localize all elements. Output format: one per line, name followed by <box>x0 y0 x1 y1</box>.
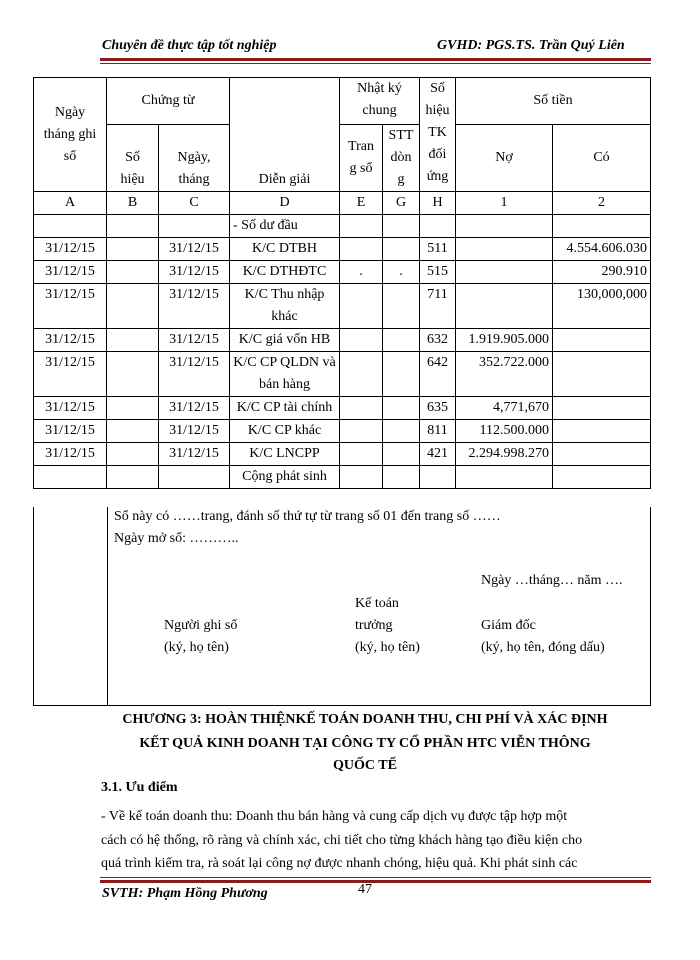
table-cell-no <box>456 238 553 261</box>
table-cell-ngay <box>159 215 230 238</box>
table-cell-date <box>34 466 107 489</box>
table-cell-so <box>107 397 159 420</box>
chapter-title-line-3: QUỐC TẾ <box>333 758 397 773</box>
table-cell-so <box>107 284 159 329</box>
table-row <box>34 238 651 261</box>
table-cell-ngay: 31/12/15 <box>159 261 230 284</box>
table-cell-so <box>107 238 159 261</box>
open-date-line: Ngày mở sổ: ……….. <box>114 531 239 546</box>
table-cell-stt <box>383 329 420 352</box>
running-header-right: GVHD: PGS.TS. Trần Quý Liên <box>437 38 625 53</box>
table-cell-date: 31/12/15 <box>34 261 107 284</box>
table-cell-date <box>34 215 107 238</box>
table-cell-trang <box>340 329 383 352</box>
table-cell-desc: K/C LNCPP <box>230 443 340 466</box>
table-cell-ngay: 31/12/15 <box>159 329 230 352</box>
header-ngay-ghi-so: Ngày tháng ghi sổ <box>34 78 107 192</box>
table-cell-co <box>553 397 651 420</box>
table-cell-stt <box>383 443 420 466</box>
table-cell-so <box>107 329 159 352</box>
table-cell-ngay: 31/12/15 <box>159 238 230 261</box>
table-cell-no: 112.500.000 <box>456 420 553 443</box>
header-co: Có <box>553 125 651 192</box>
letter-cell: 2 <box>553 192 651 215</box>
table-cell-stt <box>383 397 420 420</box>
header-rule-thin <box>100 63 651 64</box>
table-cell-tk: 632 <box>420 329 456 352</box>
table-cell-desc: Cộng phát sinh <box>230 466 340 489</box>
letters-row <box>34 192 651 215</box>
chief-accountant-title-1: Kế toán <box>355 596 399 611</box>
table-cell-trang <box>340 466 383 489</box>
table-cell-stt <box>383 466 420 489</box>
table-cell-date: 31/12/15 <box>34 238 107 261</box>
table-cell-tk: 635 <box>420 397 456 420</box>
table-cell-ngay: 31/12/15 <box>159 420 230 443</box>
bookkeeper-sign-note: (ký, họ tên) <box>164 640 229 655</box>
table-cell-co <box>553 215 651 238</box>
table-cell-no: 4,771,670 <box>456 397 553 420</box>
section-heading: 3.1. Ưu điểm <box>101 780 178 795</box>
letter-cell: C <box>159 192 230 215</box>
table-cell-tk <box>420 466 456 489</box>
table-cell-trang <box>340 420 383 443</box>
table-cell-ngay: 31/12/15 <box>159 352 230 397</box>
letter-cell: H <box>420 192 456 215</box>
letter-cell: A <box>34 192 107 215</box>
column-divider <box>107 507 108 705</box>
letter-cell: D <box>230 192 340 215</box>
table-cell-co <box>553 329 651 352</box>
table-cell-trang <box>340 352 383 397</box>
header-no: Nợ <box>456 125 553 192</box>
table-cell-date: 31/12/15 <box>34 443 107 466</box>
paragraph-line: - Về kế toán doanh thu: Doanh thu bán hàng và cung cấp dịch vụ được tập hợp một <box>101 809 568 824</box>
table-cell-tk <box>420 215 456 238</box>
chief-accountant-sign-note: (ký, họ tên) <box>355 640 420 655</box>
table-cell-desc: K/C giá vốn HB <box>230 329 340 352</box>
table-row <box>34 329 651 352</box>
table-cell-stt <box>383 215 420 238</box>
table-cell-trang <box>340 284 383 329</box>
table-cell-trang <box>340 397 383 420</box>
table-cell-stt <box>383 238 420 261</box>
table-cell-tk: 511 <box>420 238 456 261</box>
header-so-hieu: Số hiệu <box>107 125 159 192</box>
page-number: 47 <box>358 882 372 897</box>
table-row <box>34 420 651 443</box>
footer-rule-thin <box>100 877 651 878</box>
table-cell-co <box>553 352 651 397</box>
letter-cell: B <box>107 192 159 215</box>
table-cell-trang <box>340 215 383 238</box>
table-cell-so <box>107 420 159 443</box>
table-cell-stt <box>383 352 420 397</box>
bookkeeper-title: Người ghi sổ <box>164 618 238 633</box>
header-rule <box>100 58 651 61</box>
director-title: Giám đốc <box>481 618 536 633</box>
footer-rule <box>100 880 651 883</box>
table-cell-tk: 515 <box>420 261 456 284</box>
table-cell-tk: 421 <box>420 443 456 466</box>
table-row <box>34 443 651 466</box>
table-row <box>34 215 651 238</box>
table-cell-co: 4.554.606.030 <box>553 238 651 261</box>
letter-cell: G <box>383 192 420 215</box>
table-cell-so <box>107 443 159 466</box>
header-so-hieu-tk: Số hiệu TK đối ứng <box>420 78 456 192</box>
table-cell-no <box>456 261 553 284</box>
table-cell-no <box>456 215 553 238</box>
table-cell-co: 290.910 <box>553 261 651 284</box>
table-cell-ngay: 31/12/15 <box>159 284 230 329</box>
running-footer: SVTH: Phạm Hồng Phương <box>102 886 268 901</box>
table-cell-date: 31/12/15 <box>34 352 107 397</box>
table-cell-co <box>553 466 651 489</box>
table-row <box>34 352 651 397</box>
letter-cell: 1 <box>456 192 553 215</box>
table-cell-stt <box>383 420 420 443</box>
running-header-left: Chuyên đề thực tập tốt nghiệp <box>102 38 277 53</box>
chapter-title-line-2: KẾT QUẢ KINH DOANH TẠI CÔNG TY CỔ PHẦN HTC VIỄN THÔNG <box>139 736 591 751</box>
table-cell-ngay <box>159 466 230 489</box>
table-cell-co <box>553 443 651 466</box>
table-cell-desc: K/C CP QLDN và bán hàng <box>230 352 340 397</box>
table-cell-ngay: 31/12/15 <box>159 443 230 466</box>
header-chung-tu: Chứng từ <box>107 78 230 125</box>
table-cell-trang: . <box>340 261 383 284</box>
table-cell-desc: K/C CP khác <box>230 420 340 443</box>
table-cell-desc: K/C Thu nhập khác <box>230 284 340 329</box>
ledger-table <box>33 77 651 489</box>
header-so-tien: Số tiền <box>456 78 651 125</box>
chief-accountant-title-2: trưởng <box>355 618 393 633</box>
paragraph-line: cách có hệ thống, rõ ràng và chính xác, chi tiết cho từng khách hàng tạo điều kiện cho <box>101 833 583 848</box>
table-cell-tk: 811 <box>420 420 456 443</box>
table-cell-co <box>553 420 651 443</box>
table-row <box>34 261 651 284</box>
table-cell-desc: K/C DTBH <box>230 238 340 261</box>
header-ngay-thang: Ngày, tháng <box>159 125 230 192</box>
chapter-title-line-1: CHƯƠNG 3: HOÀN THIỆNKẾ TOÁN DOANH THU, CHI PHÍ VÀ XÁC ĐỊNH <box>122 712 608 727</box>
sign-date-line: Ngày …tháng… năm …. <box>481 573 623 588</box>
table-cell-so <box>107 261 159 284</box>
table-cell-stt: . <box>383 261 420 284</box>
table-cell-desc: - Số dư đầu <box>230 215 340 238</box>
table-row <box>34 397 651 420</box>
table-cell-so <box>107 215 159 238</box>
table-cell-no <box>456 466 553 489</box>
signature-area <box>33 507 651 706</box>
table-cell-trang <box>340 443 383 466</box>
table-cell-desc: K/C CP tài chính <box>230 397 340 420</box>
table-cell-date: 31/12/15 <box>34 397 107 420</box>
table-cell-date: 31/12/15 <box>34 420 107 443</box>
table-cell-date: 31/12/15 <box>34 329 107 352</box>
table-cell-ngay: 31/12/15 <box>159 397 230 420</box>
table-cell-no <box>456 284 553 329</box>
table-cell-no: 1.919.905.000 <box>456 329 553 352</box>
table-cell-so <box>107 466 159 489</box>
letter-cell: E <box>340 192 383 215</box>
table-cell-tk: 711 <box>420 284 456 329</box>
page-count-line: Sổ này có ……trang, đánh số thứ tự từ trang số 01 đến trang số …… <box>114 509 501 524</box>
director-sign-note: (ký, họ tên, đóng dấu) <box>481 640 605 655</box>
table-cell-no: 352.722.000 <box>456 352 553 397</box>
table-cell-tk: 642 <box>420 352 456 397</box>
paragraph-line: quá trình kiểm tra, rà soát lại công nợ được nhanh chóng, hiệu quả. Khi phát sinh các <box>101 856 578 871</box>
table-cell-no: 2.294.998.270 <box>456 443 553 466</box>
table-cell-so <box>107 352 159 397</box>
table-cell-stt <box>383 284 420 329</box>
table-row <box>34 466 651 489</box>
table-row <box>34 284 651 329</box>
header-stt-dong: STT dòn g <box>383 125 420 192</box>
header-nhat-ky-chung: Nhật ký chung <box>340 78 420 125</box>
table-cell-trang <box>340 238 383 261</box>
table-cell-desc: K/C DTHĐTC <box>230 261 340 284</box>
header-trang-so: Tran g sổ <box>340 125 383 192</box>
header-dien-giai: Diễn giải <box>230 78 340 192</box>
table-cell-date: 31/12/15 <box>34 284 107 329</box>
table-cell-co: 130,000,000 <box>553 284 651 329</box>
